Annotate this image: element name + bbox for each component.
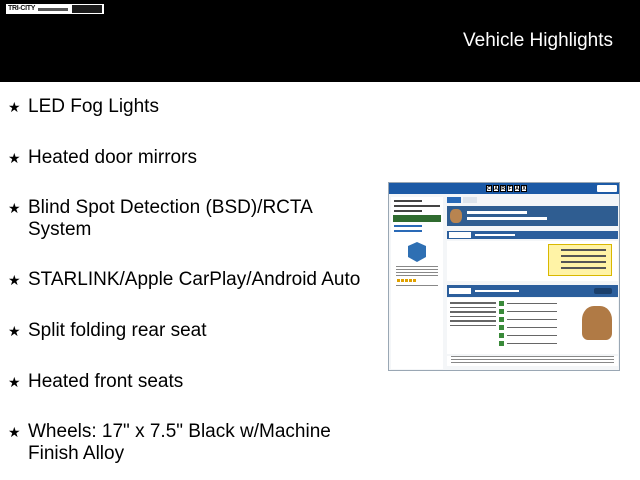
carfax-logo bbox=[486, 185, 527, 192]
feature-item bbox=[8, 197, 368, 269]
sidebar-fine-print bbox=[396, 285, 438, 286]
sidebar-link-line bbox=[394, 230, 422, 232]
carfax-logo-letter: R bbox=[501, 186, 505, 192]
carfax-topbar bbox=[389, 183, 620, 194]
feature-text: Blind Spot Detection (BSD)/RCTA System bbox=[28, 197, 312, 240]
carfax-main-panel bbox=[447, 197, 618, 369]
dealer-logo-text: TRI-CITY bbox=[8, 5, 36, 12]
carfax-tab bbox=[447, 197, 461, 203]
feature-text: LED Fog Lights bbox=[28, 96, 159, 117]
sidebar-selected-item bbox=[393, 215, 441, 222]
carfax-banner bbox=[447, 206, 618, 226]
feature-item bbox=[8, 371, 368, 421]
star-icon: ★ bbox=[8, 272, 21, 288]
vehicle-info-column bbox=[450, 302, 496, 329]
check-icon bbox=[499, 301, 504, 306]
sidebar-fine-print bbox=[396, 266, 438, 267]
feature-text: Heated door mirrors bbox=[28, 147, 197, 168]
star-icon: ★ bbox=[8, 99, 21, 115]
header-bar bbox=[0, 0, 640, 82]
sidebar-text-line bbox=[394, 205, 440, 207]
star-icon: ★ bbox=[8, 150, 21, 166]
carfax-tab bbox=[463, 197, 477, 203]
history-checklist bbox=[499, 301, 571, 349]
star-icon: ★ bbox=[8, 323, 21, 339]
vehicle-history-section bbox=[447, 298, 618, 354]
check-icon bbox=[499, 317, 504, 322]
carfax-fox-icon bbox=[582, 306, 612, 340]
carfax-sidebar bbox=[391, 197, 443, 369]
check-icon bbox=[499, 309, 504, 314]
vehicle-history-header bbox=[447, 285, 618, 297]
carfax-logo-letter: F bbox=[508, 186, 512, 192]
feature-text: Heated front seats bbox=[28, 371, 184, 392]
carfax-logo-letter: A bbox=[515, 186, 519, 192]
carfax-mascot-icon bbox=[450, 209, 462, 223]
page-title: Vehicle Highlights bbox=[463, 30, 613, 51]
sidebar-fine-print bbox=[396, 275, 438, 276]
rating-stars-icon bbox=[397, 279, 437, 282]
sidebar-text-line bbox=[394, 200, 422, 202]
check-icon bbox=[499, 333, 504, 338]
sidebar-fine-print bbox=[396, 272, 438, 273]
carfax-logo-letter: C bbox=[487, 186, 491, 192]
check-icon bbox=[499, 341, 504, 346]
feature-text: Split folding rear seat bbox=[28, 320, 207, 341]
star-icon: ★ bbox=[8, 200, 21, 216]
value-factors-box bbox=[548, 244, 612, 276]
carfax-report-thumbnail[interactable] bbox=[388, 182, 620, 371]
dealer-logo[interactable] bbox=[6, 4, 104, 14]
carfax-logo-letter: X bbox=[522, 186, 526, 192]
carfax-disclaimer bbox=[447, 356, 618, 366]
history-value-header bbox=[447, 231, 618, 239]
feature-item bbox=[8, 421, 368, 471]
logo-tagline bbox=[38, 8, 68, 11]
print-button bbox=[597, 185, 617, 192]
star-icon: ★ bbox=[8, 374, 21, 390]
sidebar-link-line bbox=[394, 225, 422, 227]
sidebar-text-line bbox=[394, 210, 422, 212]
carfax-tabs bbox=[447, 197, 618, 203]
details-button bbox=[594, 288, 612, 294]
feature-list bbox=[8, 96, 368, 471]
star-icon: ★ bbox=[8, 424, 21, 440]
logo-contact-box bbox=[72, 5, 102, 13]
feature-text: Wheels: 17" x 7.5" Black w/Machine Finish Alloy bbox=[28, 421, 331, 464]
check-icon bbox=[499, 325, 504, 330]
shield-badge-icon bbox=[408, 242, 426, 262]
feature-item bbox=[8, 320, 368, 371]
feature-item bbox=[8, 96, 368, 147]
feature-text: STARLINK/Apple CarPlay/Android Auto bbox=[28, 269, 361, 290]
sidebar-fine-print bbox=[396, 269, 438, 270]
carfax-logo-letter: A bbox=[494, 186, 498, 192]
history-value-section bbox=[447, 241, 618, 281]
feature-item bbox=[8, 269, 368, 320]
feature-item bbox=[8, 147, 368, 197]
